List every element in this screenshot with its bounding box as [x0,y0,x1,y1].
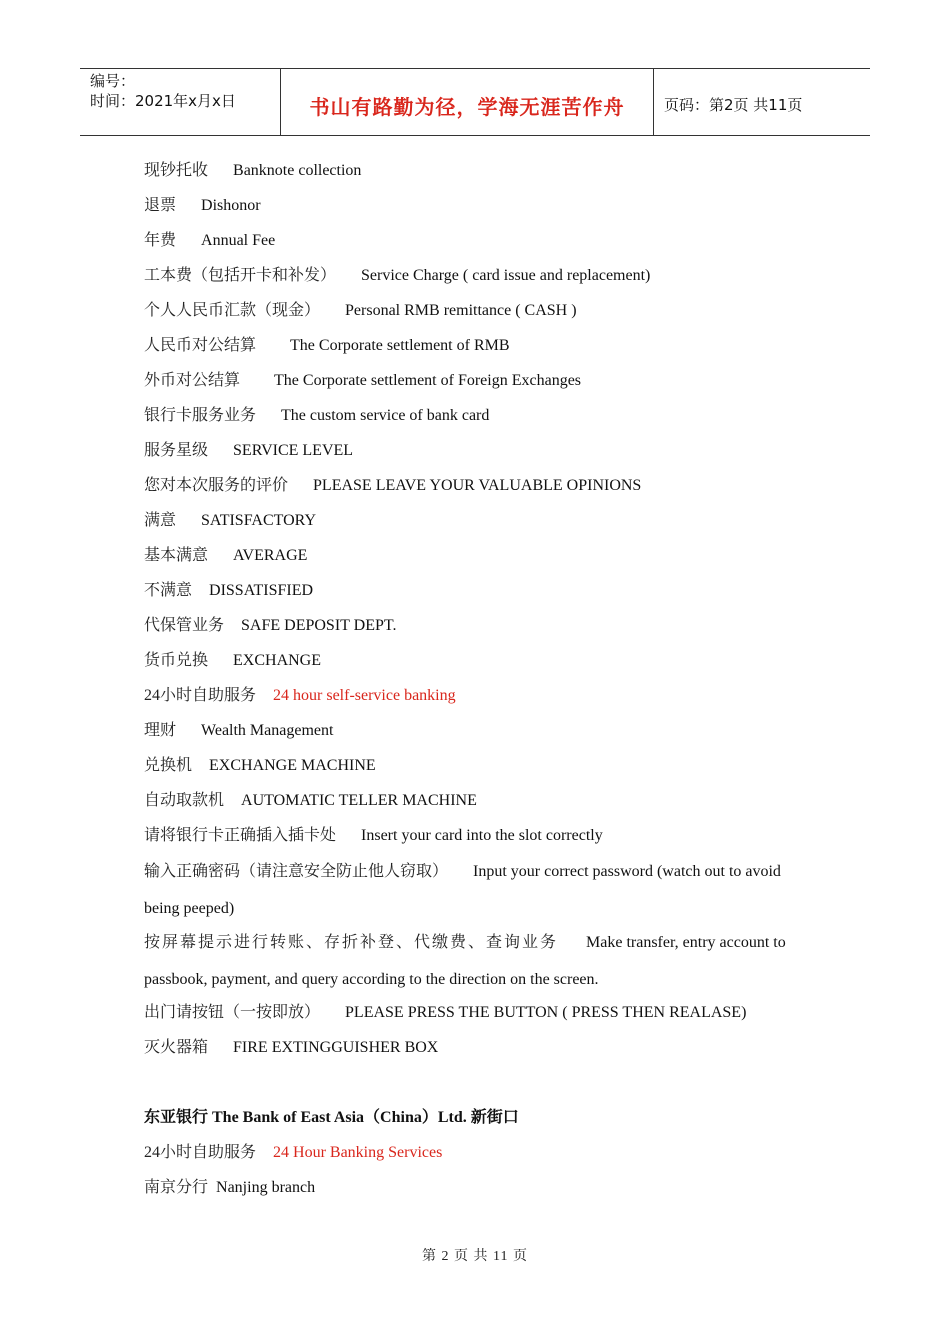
term-zh: 人民币对公结算 [144,337,257,354]
term-zh: 工本费（包括开卡和补发） [144,267,337,284]
term-zh: 银行卡服务业务 [144,407,257,424]
term-zh: 外币对公结算 [144,372,241,389]
header-motto-cell [281,69,654,135]
page-footer: 第 2 页 共 11 页 [422,1249,528,1264]
term-line [144,648,814,683]
term-zh: 24小时自助服务 [144,1144,257,1161]
term-zh: 按屏幕提示进行转账、存折补登、代缴费、查询业务 [144,934,559,951]
term-line [144,578,814,613]
term-en: Annual Fee [201,232,276,249]
term-en: DISSATISFIED [209,582,314,599]
term-line [144,683,814,718]
term-line [144,543,814,578]
term-en: Nanjing branch [216,1179,316,1196]
term-line [144,193,814,228]
term-line [144,263,814,298]
term-zh: 24小时自助服务 [144,687,257,704]
term-line [144,1140,814,1175]
term-en: Input your correct password (watch out to avoid being peeped) [144,863,781,917]
header-page-info: 页码：第2页 共11页 [664,95,803,114]
term-en: The Corporate settlement of Foreign Exchanges [274,372,582,389]
term-en: Personal RMB remittance ( CASH ) [345,302,577,319]
term-zh: 货币兑换 [144,652,209,669]
term-zh: 您对本次服务的评价 [144,477,289,494]
term-en: SAFE DEPOSIT DEPT. [241,617,397,634]
term-en: FIRE EXTINGGUISHER BOX [233,1039,439,1056]
term-en: Service Charge ( card issue and replacement) [361,267,651,284]
term-zh: 服务星级 [144,442,209,459]
term-en: AUTOMATIC TELLER MACHINE [241,792,477,809]
term-zh: 理财 [144,722,177,739]
term-en: EXCHANGE [233,652,322,669]
term-line [144,228,814,263]
term-line [144,473,814,508]
term-zh: 自动取款机 [144,792,225,809]
term-zh: 基本满意 [144,547,209,564]
term-en: Insert your card into the slot correctly [361,827,603,844]
term-zh: 请将银行卡正确插入插卡处 [144,827,337,844]
term-line [144,298,814,333]
term-en: EXCHANGE MACHINE [209,757,376,774]
term-en: PLEASE LEAVE YOUR VALUABLE OPINIONS [313,477,642,494]
term-en: The Corporate settlement of RMB [290,337,510,354]
term-zh: 代保管业务 [144,617,225,634]
section-spacer [144,1070,814,1105]
term-en: Dishonor [201,197,261,214]
term-line [144,158,814,193]
term-line [144,924,814,998]
term-line [144,1035,814,1070]
term-en: AVERAGE [233,547,308,564]
term-en: Make transfer, entry account to passbook, payment, and query according to the direction on the screen. [144,934,786,988]
term-zh: 不满意 [144,582,193,599]
term-en: SERVICE LEVEL [233,442,354,459]
page-header [80,68,870,136]
term-zh: 出门请按钮（一按即放） [144,1004,321,1021]
term-zh: 个人人民币汇款（现金） [144,302,321,319]
header-meta [80,69,281,135]
term-line [144,403,814,438]
term-zh: 南京分行 [144,1179,209,1196]
term-zh: 年费 [144,232,177,249]
term-zh: 现钞托收 [144,162,209,179]
term-zh: 退票 [144,197,177,214]
term-line [144,753,814,788]
header-motto: 书山有路勤为径，学海无涯苦作舟 [309,94,625,119]
term-zh: 输入正确密码（请注意安全防止他人窃取） [144,863,449,880]
term-line [144,613,814,648]
term-zh: 满意 [144,512,177,529]
term-en: The custom service of bank card [281,407,490,424]
term-en: Wealth Management [201,722,334,739]
term-line [144,1000,814,1035]
term-en-highlight: 24 Hour Banking Services [273,1144,443,1161]
term-zh: 兑换机 [144,757,193,774]
term-zh: 灭火器箱 [144,1039,209,1056]
term-line [144,333,814,368]
bank-section-heading: 东亚银行 The Bank of East Asia（China）Ltd. 新街口 [144,1109,519,1126]
term-en-highlight: 24 hour self-service banking [273,687,456,704]
serial-label: 编号： [90,72,136,90]
term-line [144,718,814,753]
term-en: Banknote collection [233,162,362,179]
term-line [144,508,814,543]
term-line [144,368,814,403]
term-line [144,1175,814,1210]
term-en: PLEASE PRESS THE BUTTON ( PRESS THEN REALASE) [345,1004,747,1021]
term-line [144,788,814,823]
header-page-info-cell [654,69,870,135]
document-body [144,158,814,1210]
time-label: 时间：2021年x月x日 [90,92,236,110]
term-en: SATISFACTORY [201,512,317,529]
term-line [144,438,814,473]
term-line [144,853,814,927]
